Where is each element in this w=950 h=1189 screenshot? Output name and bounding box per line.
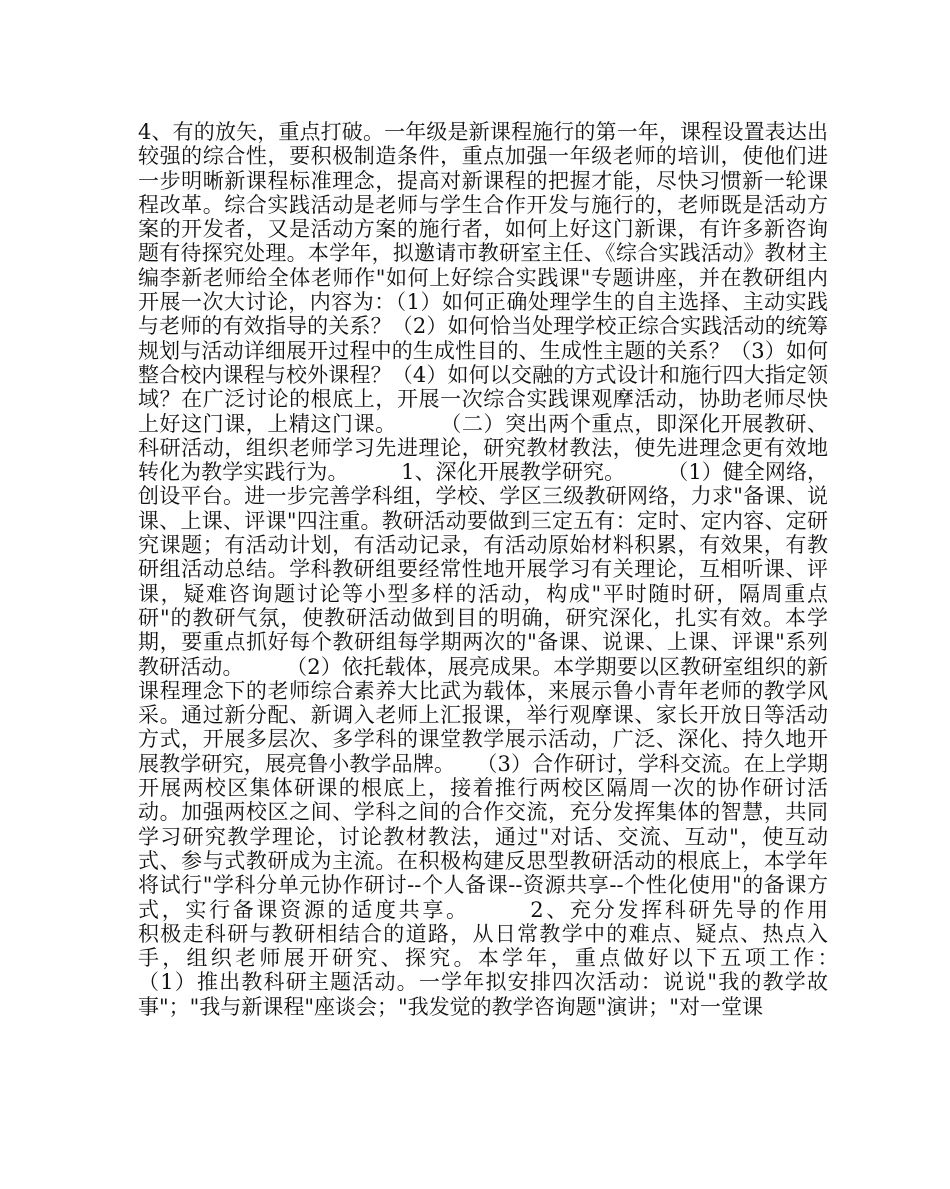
body-paragraph: 4、有的放矢，重点打破。一年级是新课程施行的第一年，课程设置表达出较强的综合性，要积极制造条件，重点加强一年级老师的培训，使他们进一步明晰新课程标准理念，提高对新课程的把握才能，尽快习惯新一轮课程改革。综合实践活动是老师与学生合作开发与施行的，老师既是活动方案的开发者，又是活动方案的施行者，如何上好这门新课，有许多新咨询题有待探究处理。本学年，拟邀请市教研室主任、《综合实践活动》教材主编李新老师给全体老师作"如何上好综合实践课"专题讲座，并在教研组内开展一次大讨论，内容为：（1）如何正确处理学生的自主选择、主动实践与老师的有效指导的关系？（2）如何恰当处理学校正综合实践活动的统筹规划与活动详细展开过程中的生成性目的、生成性主题的关系？（3）如何整合校内课程与校外课程？（4）如何以交融的方式设计和施行四大指定领域？在广泛讨论的根底上，开展一次综合实践课观摩活动，协助老师尽快上好这门课，上精这门课。 （二）突出两个重点，即深化开展教研、科研活动，组织老师学习先进理论，研究教材教法，使先进理念更有效地转化为教学实践行为。 1、深化开展教学研究。 （1）健全网络，创设平台。进一步完善学科组，学校、学区三级教研网络，力求"备课、说课、上课、评课"四注重。教研活动要做到三定五有：定时、定内容、定研究课题；有活动计划，有活动记录，有活动原始材料积累，有效果，有教研组活动总结。学科教研组要经常性地开展学习有关理论，互相听课、评课，疑难咨询题讨论等小型多样的活动，构成"平时随时研，隔周重点研"的教研气氛，使教研活动做到目的明确，研究深化，扎实有效。本学期，要重点抓好每个教研组每学期两次的"备课、说课、上课、评课"系列教研活动。 （2）依托载体，展亮成果。本学期要以区教研室组织的新课程理念下的老师综合素养大比武为载体，来展示鲁小青年老师的教学风采。通过新分配、新调入老师上汇报课，举行观摩课、家长开放日等活动方式，开展多层次、多学科的课堂教学展示活动，广泛、深化、持久地开展教学研究，展亮鲁小教学品牌。 （3）合作研讨，学科交流。在上学期开展两校区集体研课的根底上，接着推行两校区隔周一次的协作研讨活动。加强两校区之间、学科之间的合作交流，充分发挥集体的智慧，共同学习研究教学理论，讨论教材教法，通过"对话、交流、互动"，使互动式、参与式教研成为主流。在积极构建反思型教研活动的根底上，本学年将试行"学科分单元协作研讨--个人备课--资源共享--个性化使用"的备课方式，实行备课资源的适度共享。 2、充分发挥科研先导的作用 积极走科研与教研相结合的道路，从日常教学中的难点、疑点、热点入手，组织老师展开研究、探究。本学年，重点做好以下五项工作： （1）推出教科研主题活动。一学年拟安排四次活动：说说"我的教学故事"；"我与新课程"座谈会；"我发觉的教学咨询题"演讲；"对一堂课: [138, 120, 891, 1019]
